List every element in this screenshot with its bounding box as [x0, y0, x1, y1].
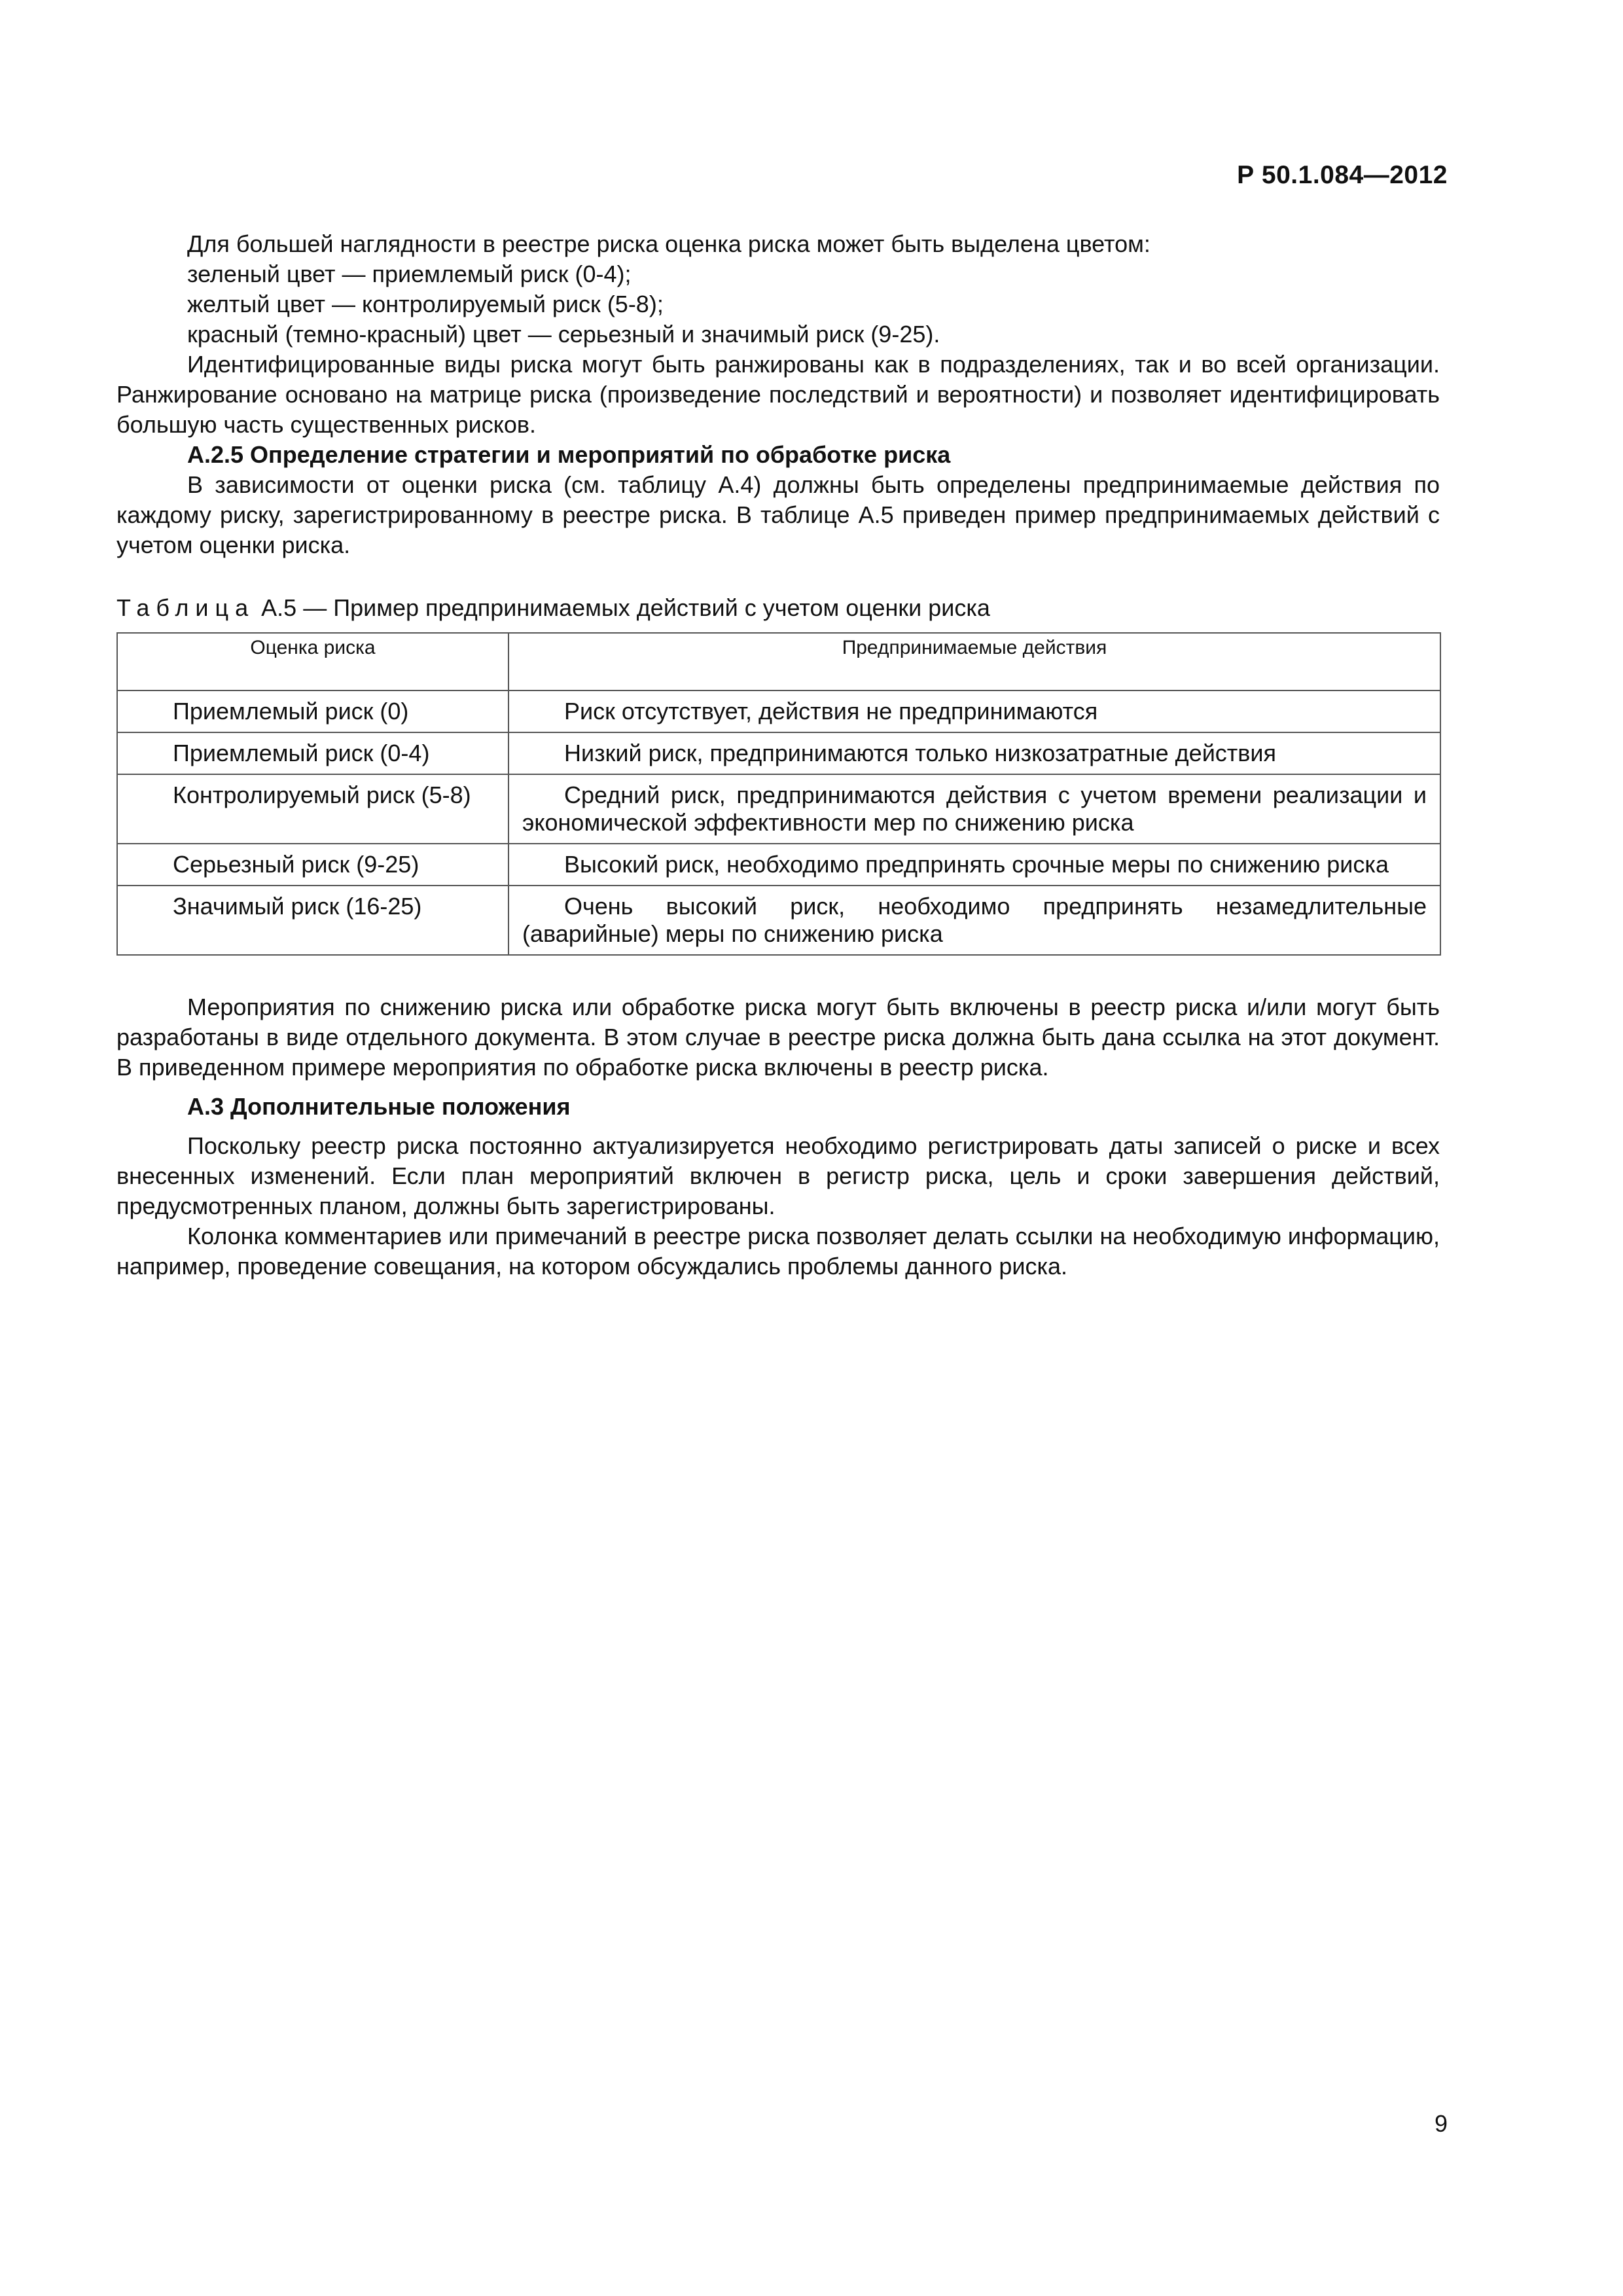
list-item-green: зеленый цвет — приемлемый риск (0-4);: [187, 260, 632, 287]
list-item-yellow: желтый цвет — контролируемый риск (5-8);: [187, 291, 664, 317]
table-header-risk-assessment: Оценка риска: [117, 633, 508, 691]
paragraph-after-table: Мероприятия по снижению риска или обработке риска могут быть включены в реестр риска и/или могут быть разработаны в виде отдельного документа. В этом случае в реестре риска должна быть дана ссылка на этот документ. В приведенном примере мероприятия по обработке риска включены в реестр риска.: [116, 994, 1440, 1081]
paragraph-ranking: Идентифицированные виды риска могут быть ранжированы как в подразделениях, так и во всей организации. Ранжирование основано на матрице риска (произведение последствий и вероятности) и позволяет идентифицировать большую часть существенных рисков.: [116, 351, 1440, 438]
table-cell-risk: Контролируемый риск (5-8): [117, 774, 508, 844]
section-heading-a25: А.2.5 Определение стратегии и мероприятий по обработке риска: [187, 441, 951, 468]
paragraph-a3-registration: Поскольку реестр риска постоянно актуализируется необходимо регистрировать даты записей о риске и всех внесенных изменений. Если план мероприятий включен в регистр риска, цель и сроки завершения действий, предусмотренных планом, должны быть зарегистрированы.: [116, 1132, 1440, 1219]
section-heading-a3: А.3 Дополнительные положения: [187, 1093, 571, 1120]
table-row: [117, 886, 1440, 955]
table-caption-word: Таблица: [116, 594, 255, 621]
table-caption: [116, 593, 1440, 623]
risk-actions-table: [116, 632, 1441, 956]
table-row: [117, 691, 1440, 732]
table-row: [117, 774, 1440, 844]
page-content: [116, 229, 1440, 1282]
table-cell-action-text: Низкий риск, предпринимаются только низкозатратные действия: [564, 740, 1277, 766]
document-code: Р 50.1.084—2012: [1237, 161, 1448, 189]
table-cell-action: [508, 691, 1440, 732]
table-caption-text: А.5 — Пример предпринимаемых действий с учетом оценки риска: [261, 594, 990, 621]
table-row: [117, 844, 1440, 886]
table-header-row: [117, 633, 1440, 691]
list-item-red: красный (темно-красный) цвет — серьезный и значимый риск (9-25).: [187, 321, 940, 348]
table-cell-risk: Значимый риск (16-25): [117, 886, 508, 955]
table-cell-action: [508, 732, 1440, 774]
page-number: 9: [1434, 2110, 1448, 2137]
paragraph-a25: В зависимости от оценки риска (см. таблицу А.4) должны быть определены предпринимаемые действия по каждому риску, зарегистрированному в реестре риска. В таблице А.5 приведен пример предпринимаемых действий с учетом оценки риска.: [116, 471, 1440, 558]
table-cell-action-text: Риск отсутствует, действия не предпринимаются: [564, 698, 1098, 725]
paragraph-a3-comments: Колонка комментариев или примечаний в реестре риска позволяет делать ссылки на необходимую информацию, например, проведение совещания, на котором обсуждались проблемы данного риска.: [116, 1223, 1440, 1280]
table-header-actions: Предпринимаемые действия: [508, 633, 1440, 691]
table-cell-action: Высокий риск, необходимо предпринять срочные меры по снижению риска: [508, 844, 1440, 886]
table-cell-risk: Приемлемый риск (0-4): [117, 732, 508, 774]
table-cell-action: Средний риск, предпринимаются действия с учетом времени реализации и экономической эффективности мер по снижению риска: [508, 774, 1440, 844]
table-cell-risk: Приемлемый риск (0): [117, 691, 508, 732]
table-cell-risk: Серьезный риск (9-25): [117, 844, 508, 886]
paragraph-color-intro: Для большей наглядности в реестре риска оценка риска может быть выделена цветом:: [187, 230, 1150, 257]
table-cell-action: Очень высокий риск, необходимо предпринять незамедлительные (аварийные) меры по снижению риска: [508, 886, 1440, 955]
table-row: [117, 732, 1440, 774]
